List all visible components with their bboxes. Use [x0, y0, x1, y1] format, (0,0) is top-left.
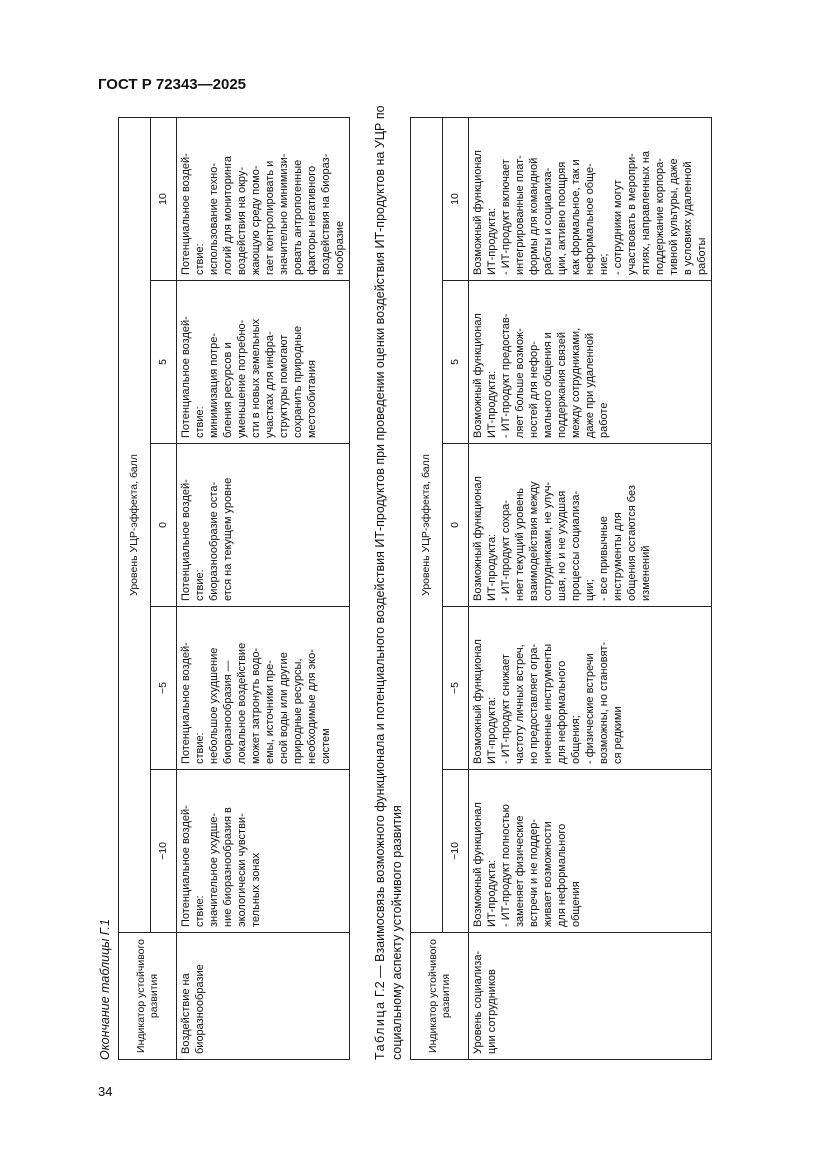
page-number: 34	[98, 1084, 113, 1099]
score-header: 0	[443, 444, 469, 607]
table-cell	[469, 607, 712, 770]
level-column-header: Уровень УЦР-эффекта, балл	[119, 118, 151, 933]
table-g1-caption: Окончание таблицы Г.1	[98, 919, 112, 1060]
cell-text: Возможный функционал ИТ-продукта: - ИТ-продукт включает интегрированные плат- формы для командной работы и социализа- ции, активно поощряя как формальное, так и неформальное обще- ние; - сотрудники могут участвовать в меропри- ятиях, направленных на поддержание корпора- тивной культуры, даже в условиях удаленной работы	[472, 150, 708, 275]
cell-text: Потенциальное воздей- ствие: минимизация потре- бления ресурсов и уменьшение потребно- сти в новых земельных участках для инфра- структуры помогают сохранить природные местообитания	[180, 316, 318, 438]
score-header: 10	[443, 118, 469, 281]
cell-text: Возможный функционал ИТ-продукта: - ИТ-продукт снижает частоту личных встреч, но предоставляет огра- ниченные инструменты для неформального общения; - физические встречи возможны, но становят- ся редкими	[472, 639, 624, 764]
indicator-cell	[469, 933, 712, 1060]
table-g2-caption	[372, 70, 406, 1060]
table-g2-section	[370, 60, 744, 1060]
indicator-cell: Воздействие на биоразнообразие	[177, 933, 350, 1060]
table-cell	[469, 281, 712, 444]
table-cell	[177, 607, 350, 770]
score-header: 5	[443, 281, 469, 444]
cell-text: Потенциальное воздей- ствие: небольшое ухудшение биоразнообразия — локальное воздействие может затронуть водо- емы, источники пре- сной воды или другие природные ресурсы, необходимые для эко- систем	[180, 642, 332, 764]
level-column-header: Уровень УЦР-эффекта, балл	[411, 118, 443, 933]
table-g1	[118, 117, 350, 1060]
score-header: 0	[151, 444, 177, 607]
cell-text: Возможный функционал ИТ-продукта: - ИТ-продукт полностью заменяет физические встречи и не поддер- живает возможности для неформального общения	[472, 802, 582, 927]
cell-text: Потенциальное воздей- ствие: использование техно- логий для мониторинга воздействия на окру- жающую среду помо- гает контролировать и значительно минимизи- ровать антропогенные факторы негативного воздействия на биораз- нообразие	[180, 153, 346, 275]
indicator-column-header: Индикатор устойчивого развития	[119, 933, 177, 1060]
table-cell	[177, 444, 350, 607]
table-g1-section	[96, 60, 346, 1060]
document-id: ГОСТ Р 72343—2025	[98, 76, 247, 93]
table-g2	[410, 117, 712, 1060]
indicator-column-header: Индикатор устойчивого развития	[411, 933, 469, 1060]
caption-label: Таблица	[373, 1000, 387, 1060]
table-row	[469, 118, 712, 1060]
table-cell	[469, 770, 712, 933]
table-cell	[177, 770, 350, 933]
table-cell	[177, 281, 350, 444]
score-header: −10	[443, 770, 469, 933]
cell-text: Потенциальное воздей- ствие: биоразнообразие оста- ется на текущем уровне	[180, 477, 234, 601]
caption-text: Г.2 — Взаимосвязь возможного функционала и потенциального воздействия ИТ-продуктов при проведении оценки воздействия ИТ-продуктов на УЦР по социальному аспекту устойчивого развития	[373, 105, 404, 1060]
score-header: 10	[151, 118, 177, 281]
score-header: −10	[151, 770, 177, 933]
table-cell	[469, 118, 712, 281]
table-cell	[469, 444, 712, 607]
cell-text: Уровень социализа- ции сотрудников	[472, 950, 498, 1054]
score-header: 5	[151, 281, 177, 444]
score-header: −5	[151, 607, 177, 770]
cell-text: Возможный функционал ИТ-продукта: - ИТ-продукт предостав- ляет больше возмож- ностей для нефор- мального общения и поддержания связей между сотрудниками, даже при удаленной работе	[472, 313, 610, 438]
cell-text: Потенциальное воздей- ствие: значительное ухудше- ние биоразнообразия в экологически чувстви- тельных зонах	[180, 805, 262, 927]
cell-text: Возможный функционал ИТ-продукта: - ИТ-продукт сохра- няет текущий уровень взаимодействия между сотрудниками, не улуч- шая, но и не ухудшая процессы социализа- ции; - все привычные инструменты для общения остаются без изменений	[472, 476, 652, 601]
table-row	[177, 118, 350, 1060]
score-header: −5	[443, 607, 469, 770]
table-cell	[177, 118, 350, 281]
